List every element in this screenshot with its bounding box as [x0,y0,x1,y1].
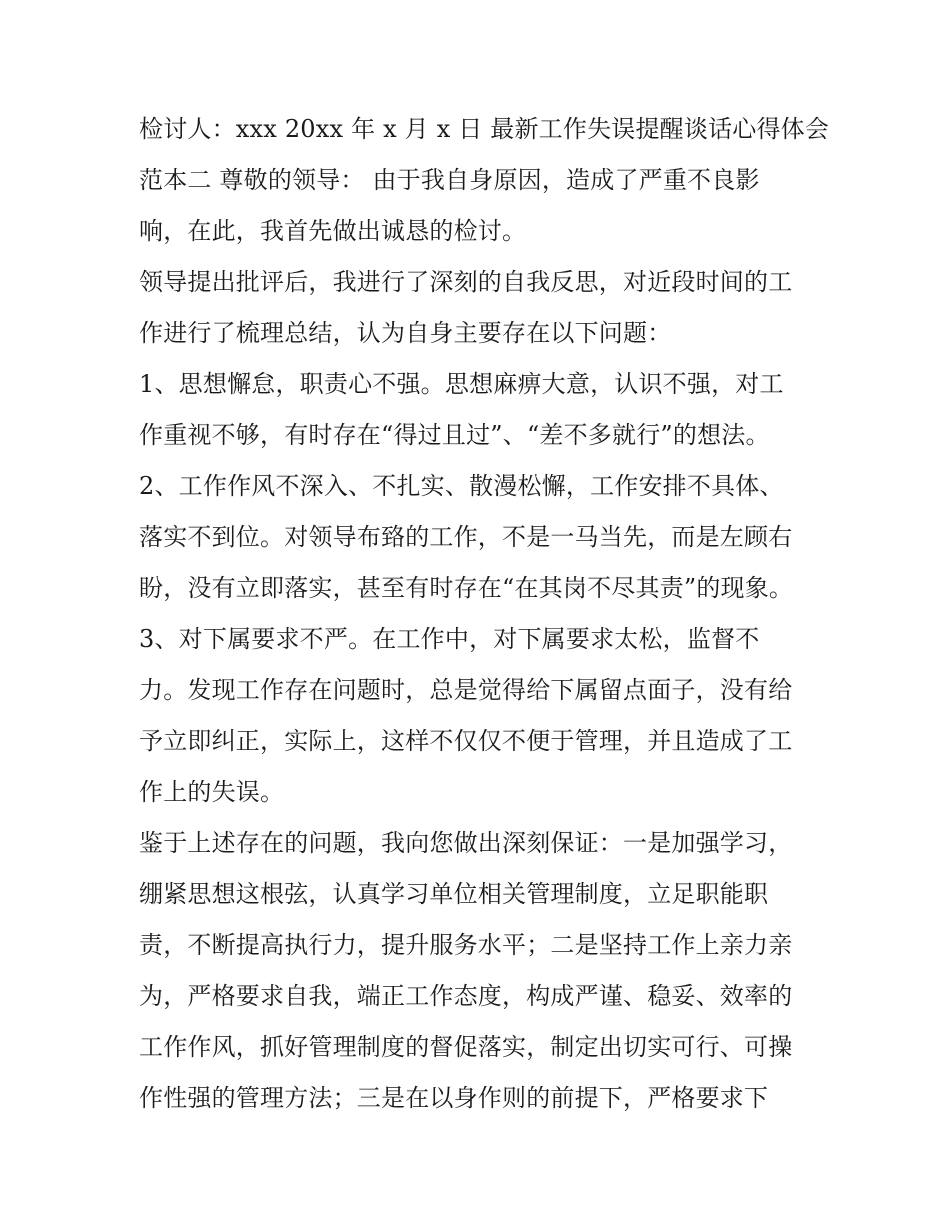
text-line: 工作作风，抓好管理制度的督促落实，制定出切实可行、可操 [139,1033,793,1061]
text-line: 盼，没有立即落实，甚至有时存在“在其岗不尽其责”的现象。 [139,574,794,602]
text-line: 检讨人：xxx 20xx 年 x 月 x 日 最新工作失误提醒谈话心得体会 [139,115,830,143]
text-line: 作进行了梳理总结，认为自身主要存在以下问题： [139,319,672,347]
text-line: 领导提出批评后，我进行了深刻的自我反思，对近段时间的工 [139,268,793,296]
text-line: 落实不到位。对领导布臵的工作，不是一马当先，而是左顾右 [139,523,793,551]
text-line: 3、对下属要求不严。在工作中，对下属要求太松，监督不 [139,625,760,653]
document-body [139,104,830,1124]
text-line: 绷紧思想这根弦，认真学习单位相关管理制度，立足职能职 [139,880,769,908]
text-line: 作重视不够，有时存在“得过且过”、“差不多就行”的想法。 [139,421,770,449]
text-line: 1、思想懈怠，职责心不强。思想麻痹大意，认识不强，对工 [139,370,784,398]
text-line: 予立即纠正，实际上，这样不仅仅不便于管理，并且造成了工 [139,727,793,755]
text-line: 力。发现工作存在问题时，总是觉得给下属留点面子，没有给 [139,676,793,704]
text-line: 作性强的管理方法；三是在以身作则的前提下，严格要求下 [139,1084,769,1112]
text-line: 作上的失误。 [139,778,285,806]
text-line: 响，在此，我首先做出诚恳的检讨。 [139,217,527,245]
text-line: 2、工作作风不深入、不扎实、散漫松懈，工作安排不具体、 [139,472,784,500]
text-line: 范本二 尊敬的领导： 由于我自身原因，造成了严重不良影 [139,166,760,194]
text-line: 责，不断提高执行力，提升服务水平；二是坚持工作上亲力亲 [139,931,793,959]
text-line: 鉴于上述存在的问题，我向您做出深刻保证：一是加强学习， [139,829,793,857]
text-line: 为，严格要求自我，端正工作态度，构成严谨、稳妥、效率的 [139,982,793,1010]
